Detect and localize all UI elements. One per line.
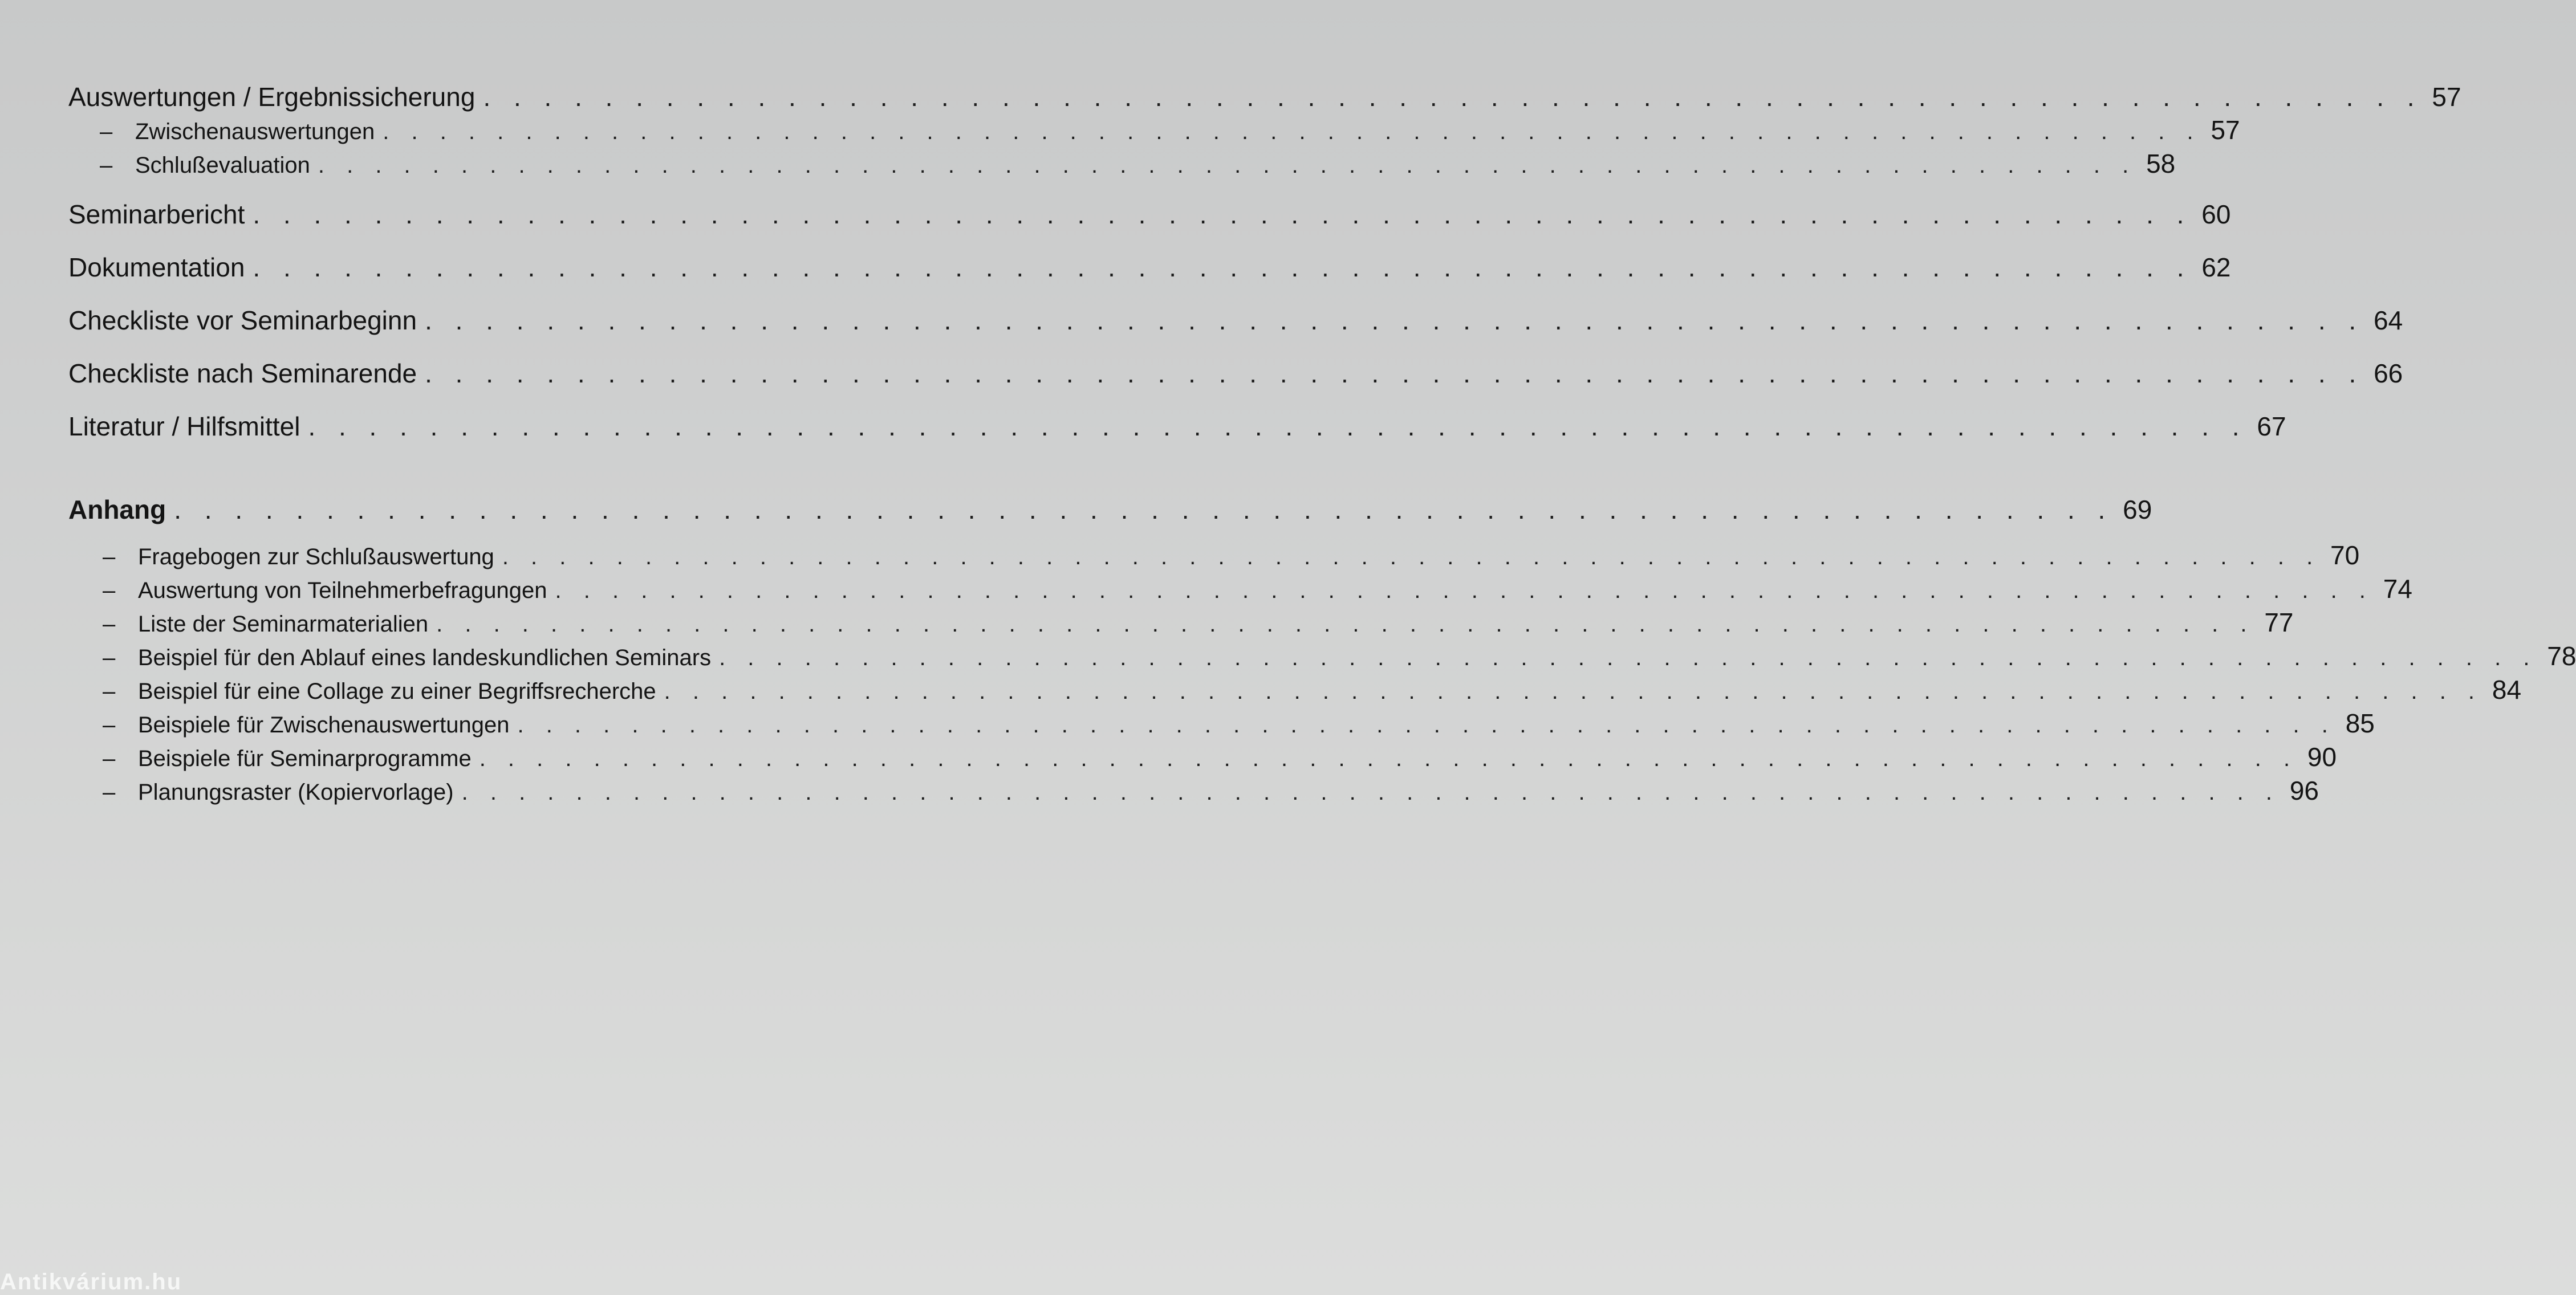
toc-entry-label: Checkliste vor Seminarbeginn [68,306,417,335]
toc-entry-auswertungen [68,80,2461,114]
toc-subentry [68,114,2240,148]
dash-bullet: – [103,544,116,569]
toc-entry-dokumentation [68,250,2231,284]
dash-bullet: – [103,780,116,805]
toc-subentry-label: Planungsraster (Kopiervorlage) [138,780,454,805]
toc-entry-anhang [68,492,2152,527]
toc-page-number: 74 [2383,574,2412,604]
toc-subentry [68,775,2319,808]
toc-subentry-label: Beispiel für den Ablauf eines landeskundlichen Seminars [138,645,712,670]
toc-subentry-label: Schlußevaluation [135,153,310,178]
dash-bullet: – [100,119,113,144]
dot-leader: . . . . . . . . . . . . . . . . . . . . . . . . . . . . . . . . . . . . . . . . . . . . . . . . . . . . . . . . . . . . . . . . [555,578,2374,603]
toc-entry-label: Auswertungen / Ergebnissicherung [68,82,476,112]
dot-leader: . . . . . . . . . . . . . . . . . . . . . . . . . . . . . . . . . . . . . . . . . . . . . . . . . . . . . . . . . . . . . . . . [664,679,2483,704]
toc-subentry-label: Beispiel für eine Collage zu einer Begriffsrecherche [138,679,656,704]
dot-leader: . . . . . . . . . . . . . . . . . . . . . . . . . . . . . . . . . . . . . . . . . . . . . . . . . . . . . . . . . . . . . . . . [425,306,2364,335]
toc-page-number: 90 [2307,742,2337,772]
dot-leader: . . . . . . . . . . . . . . . . . . . . . . . . . . . . . . . . . . . . . . . . . . . . . . . . . . . . . . . . . . . . . . . . [436,612,2255,637]
toc-page-number: 96 [2289,776,2319,805]
dot-leader: . . . . . . . . . . . . . . . . . . . . . . . . . . . . . . . . . . . . . . . . . . . . . . . . . . . . . . . . . . . . . . . . [461,780,2281,805]
dot-leader: . . . . . . . . . . . . . . . . . . . . . . . . . . . . . . . . . . . . . . . . . . . . . . . . . . . . . . . . . . . . . . . . [517,712,2336,738]
dot-leader: . . . . . . . . . . . . . . . . . . . . . . . . . . . . . . . . . . . . . . . . . . . . . . . . . . . . . . . . . . . . . . . . [253,199,2192,229]
toc-subentry-label: Liste der Seminarmaterialien [138,612,429,637]
dot-leader: . . . . . . . . . . . . . . . . . . . . . . . . . . . . . . . . . . . . . . . . . . . . . . . . . . . . . . . . . . . . . . . . [318,153,2137,178]
toc-entry-label: Seminarbericht [68,199,245,229]
toc-subentry [68,148,2176,181]
toc-page-number: 66 [2374,359,2403,388]
toc-entry-seminarbericht [68,197,2231,231]
toc-subentry [68,707,2375,741]
dot-leader: . . . . . . . . . . . . . . . . . . . . . . . . . . . . . . . . . . . . . . . . . . . . . . . . . . . . . . . . . . . . . . . . [253,253,2192,282]
dash-bullet: – [103,746,116,771]
toc-page-number: 85 [2345,708,2375,738]
toc-subentry-label: Beispiele für Seminarprogramme [138,746,472,771]
toc-subentry [68,674,2522,707]
toc-page-number: 69 [2123,495,2152,524]
dash-bullet: – [103,612,116,637]
toc-subentry [68,539,2360,573]
toc-subentry [68,741,2337,775]
toc-subentry [68,640,2576,674]
table-of-contents [68,80,2576,808]
dot-leader: . . . . . . . . . . . . . . . . . . . . . . . . . . . . . . . . . . . . . . . . . . . . . . . . . . . . . . . . . . . . . . . . [174,495,2114,524]
toc-entry-label: Anhang [68,495,166,524]
toc-page-number: 62 [2201,253,2231,282]
toc-entry-label: Dokumentation [68,253,245,282]
toc-page-number: 84 [2492,675,2522,704]
dot-leader: . . . . . . . . . . . . . . . . . . . . . . . . . . . . . . . . . . . . . . . . . . . . . . . . . . . . . . . . . . . . . . . . [483,82,2423,112]
toc-page-number: 57 [2211,115,2240,145]
dash-bullet: – [100,153,113,178]
toc-page-number: 77 [2264,608,2294,637]
dot-leader: . . . . . . . . . . . . . . . . . . . . . . . . . . . . . . . . . . . . . . . . . . . . . . . . . . . . . . . . . . . . . . . . [719,645,2538,670]
toc-subentry [68,573,2412,606]
dot-leader: . . . . . . . . . . . . . . . . . . . . . . . . . . . . . . . . . . . . . . . . . . . . . . . . . . . . . . . . . . . . . . . . [383,119,2201,144]
dash-bullet: – [103,578,116,603]
toc-subentry [68,606,2294,640]
toc-subentry-label: Beispiele für Zwischenauswertungen [138,712,510,738]
toc-page-number: 60 [2201,199,2231,229]
toc-entry-label: Literatur / Hilfsmittel [68,412,300,441]
toc-page-number: 70 [2330,540,2360,570]
toc-page-number: 58 [2146,149,2176,178]
toc-page-number: 67 [2257,412,2286,441]
toc-entry-label: Checkliste nach Seminarende [68,359,417,388]
dash-bullet: – [103,679,116,704]
toc-subentry-label: Auswertung von Teilnehmerbefragungen [138,578,547,603]
watermark: Antikvárium.hu [0,1269,182,1294]
dot-leader: . . . . . . . . . . . . . . . . . . . . . . . . . . . . . . . . . . . . . . . . . . . . . . . . . . . . . . . . . . . . . . . . [425,359,2364,388]
toc-entry-literatur [68,409,2286,443]
toc-entry-checkliste-vor [68,303,2403,337]
dot-leader: . . . . . . . . . . . . . . . . . . . . . . . . . . . . . . . . . . . . . . . . . . . . . . . . . . . . . . . . . . . . . . . . [308,412,2248,441]
dot-leader: . . . . . . . . . . . . . . . . . . . . . . . . . . . . . . . . . . . . . . . . . . . . . . . . . . . . . . . . . . . . . . . . [502,544,2321,569]
dash-bullet: – [103,712,116,738]
toc-subentry-label: Zwischenauswertungen [135,119,375,144]
toc-entry-checkliste-nach [68,356,2403,390]
toc-page-number: 64 [2374,306,2403,335]
dot-leader: . . . . . . . . . . . . . . . . . . . . . . . . . . . . . . . . . . . . . . . . . . . . . . . . . . . . . . . . . . . . . . . . [479,746,2298,771]
toc-subentry-label: Fragebogen zur Schlußauswertung [138,544,494,569]
toc-page-number: 78 [2547,641,2576,671]
dash-bullet: – [103,645,116,670]
toc-page-number: 57 [2432,82,2461,112]
